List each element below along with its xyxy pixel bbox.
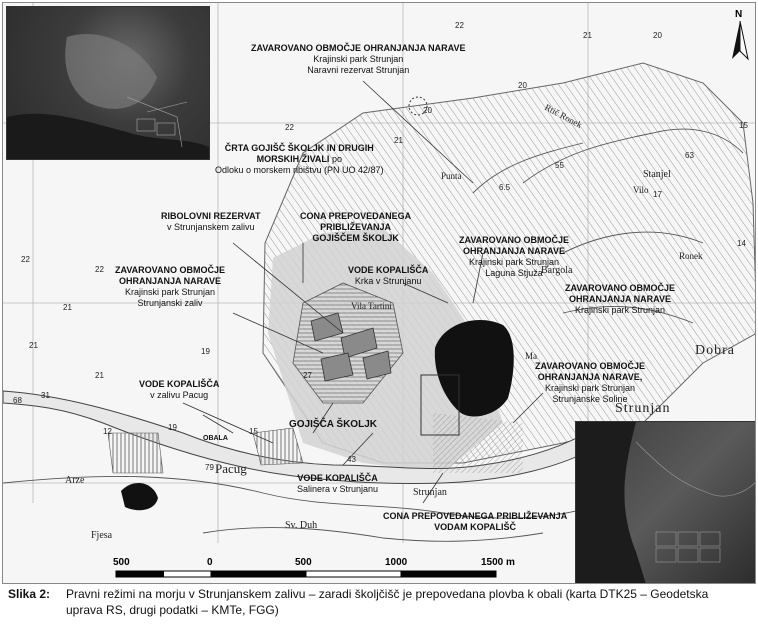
grid-number: 21 <box>583 31 592 40</box>
label-no-approach-bathing <box>383 511 567 533</box>
grid-number: 55 <box>555 161 564 170</box>
place-strunjan: Strunjan <box>413 487 447 498</box>
label-zone-nature-lagoon-l1: ZAVAROVANO OBMOČJE <box>459 235 570 245</box>
grid-number: 15 <box>249 427 258 436</box>
label-zone-nature-saltpans-l2: OHRANJANJA NARAVE, <box>537 372 643 382</box>
label-zone-nature-right-l2: OHRANJANJA NARAVE <box>569 294 672 304</box>
grid-number: 27 <box>303 371 312 380</box>
label-zone-nature-top <box>251 43 466 76</box>
scale-tick-0: 500 <box>113 557 130 568</box>
label-zone-nature-saltpans-l3: Krajinski park Strunjan <box>544 383 636 393</box>
label-zone-nature-lagoon-l4: Laguna Stjuža <box>485 268 543 278</box>
label-zone-nature-top-title: ZAVAROVANO OBMOČJE OHRANJANJA NARAVE <box>251 43 466 53</box>
grid-number: 21 <box>63 303 72 312</box>
place-pacug: Pacug <box>215 461 247 476</box>
label-zone-nature-right-l1: ZAVAROVANO OBMOČJE <box>565 283 676 293</box>
label-shellfish-farms <box>289 419 377 430</box>
label-obala-text: OBALA <box>203 435 228 442</box>
label-bathing-krka-l1: VODE KOPALIŠČA <box>348 265 429 275</box>
label-no-sail-zone <box>300 211 411 244</box>
label-fishing-reserve-l1: RIBOLOVNI REZERVAT <box>161 211 261 221</box>
place-bargola: Bargola <box>541 265 573 276</box>
label-no-sail-zone-l2: PRIBLIŽEVANJA <box>320 222 392 232</box>
scale-tick-1: 0 <box>207 557 213 568</box>
label-shellfish-line-l3: Odloku o morskem ribištvu (PN UO 42/87) <box>215 165 384 175</box>
grid-number: 6.5 <box>499 183 511 192</box>
place-sv-duh: Sv. Duh <box>285 520 318 531</box>
label-zone-nature-right-l3: Krajinski park Strunjan <box>574 305 666 315</box>
label-zone-nature-top-l2: Naravni rezervat Strunjan <box>307 65 410 75</box>
label-fishing-reserve <box>161 211 261 233</box>
caption-label: Slika 2: <box>8 587 51 601</box>
place-arze: Arze <box>65 475 85 486</box>
label-bathing-salinera-l1: VODE KOPALIŠČA <box>297 473 378 483</box>
label-shellfish-line-l2b: po <box>331 154 342 164</box>
grid-number: 12 <box>103 427 112 436</box>
label-bathing-salinera-l2: Salinera v Strunjanu <box>297 484 379 494</box>
place-dobra: Dobra <box>695 343 735 358</box>
label-zone-nature-right <box>565 283 675 316</box>
label-shellfish-line-l1: ČRTA GOJIŠČ ŠKOLJK IN DRUGIH <box>224 143 374 153</box>
grid-number: 20 <box>423 106 432 115</box>
grid-number: 22 <box>95 265 104 274</box>
label-bathing-krka-l2: Krka v Strunjanu <box>354 276 422 286</box>
label-zone-nature-lagoon-l2: OHRANJANJA NARAVE <box>463 246 566 256</box>
grid-number: 21 <box>394 136 403 145</box>
place-stanjel: Stanjel <box>643 169 671 180</box>
place-rtic-ronek: Rtič Ronek <box>543 102 584 130</box>
label-zone-nature-saltpans-l4: Strunjanske Soline <box>552 394 628 404</box>
label-no-sail-zone-l1: CONA PREPOVEDANEGA <box>300 211 412 221</box>
label-zone-nature-left-l3: Krajinski park Strunjan <box>124 287 216 297</box>
label-zone-nature-left-l4: Strunjanski zaliv <box>137 298 203 308</box>
aerial-inset-northwest <box>6 6 210 160</box>
place-ronek: Ronek <box>679 251 703 261</box>
grid-number: 22 <box>285 123 294 132</box>
label-bathing-salinera <box>297 473 378 495</box>
grid-number: 20 <box>653 31 662 40</box>
label-zone-nature-lagoon-l3: Krajinski park Strunjan <box>468 257 560 267</box>
north-arrow-icon <box>727 21 753 63</box>
place-fjesa: Fjesa <box>91 530 113 541</box>
map-figure <box>2 2 756 584</box>
place-strunjan-big: Strunjan <box>615 401 671 416</box>
figure-caption <box>8 586 753 618</box>
label-obala <box>203 433 228 444</box>
label-zone-nature-saltpans <box>535 361 645 405</box>
label-zone-nature-top-l1: Krajinski park Strunjan <box>313 54 404 64</box>
label-shellfish-farms-l1: GOJIŠČA ŠKOLJK <box>289 419 377 430</box>
label-zone-nature-left-l1: ZAVAROVANO OBMOČJE <box>115 265 226 275</box>
grid-number: 43 <box>347 455 356 464</box>
grid-number: 20 <box>518 81 527 90</box>
label-zone-nature-saltpans-l1: ZAVAROVANO OBMOČJE <box>535 361 646 371</box>
place-vila-tartini: Vila Tartini <box>351 301 392 311</box>
label-bathing-krka <box>348 265 428 287</box>
grid-number: 17 <box>653 190 662 199</box>
scale-tick-4: 1500 m <box>481 557 515 568</box>
label-no-approach-bathing-l2: VODAM KOPALIŠČ <box>434 522 517 532</box>
grid-number: 15 <box>739 121 748 130</box>
caption-text: Pravni režimi na morju v Strunjanskem zalivu – zaradi školjčišč je prepovedana plovba k obali (karta DTK25 – Geodetska uprava RS, drugi podatki – KMTe, FGG) <box>66 587 709 617</box>
grid-number: 63 <box>685 151 694 160</box>
aerial-inset-southeast <box>575 421 756 584</box>
north-label: N <box>735 9 743 20</box>
scale-bar <box>116 571 496 577</box>
scale-tick-3: 1000 <box>385 557 408 568</box>
label-shellfish-line <box>215 143 384 176</box>
place-ma: Ma <box>525 351 537 361</box>
grid-number: 21 <box>29 341 38 350</box>
grid-number: 14 <box>737 239 746 248</box>
label-no-approach-bathing-l1: CONA PREPOVEDANEGA PRIBLIŽEVANJA <box>383 511 568 521</box>
grid-number: 22 <box>455 21 464 30</box>
grid-number: 19 <box>168 423 177 432</box>
grid-number: 21 <box>95 371 104 380</box>
grid-number: 22 <box>21 255 30 264</box>
place-vilo: Vilo <box>633 185 649 195</box>
label-bathing-pacug-l2: v zalivu Pacug <box>150 390 209 400</box>
label-bathing-pacug <box>139 379 219 401</box>
label-zone-nature-left-l2: OHRANJANJA NARAVE <box>119 276 222 286</box>
label-zone-nature-left <box>115 265 225 309</box>
label-bathing-pacug-l1: VODE KOPALIŠČA <box>139 379 220 389</box>
north-arrow <box>727 9 753 61</box>
grid-number: 31 <box>41 391 50 400</box>
place-punta: Punta <box>441 171 462 181</box>
label-no-sail-zone-l3: GOJIŠČEM ŠKOLJK <box>312 233 399 243</box>
label-shellfish-line-l2: MORSKIH ŽIVALI <box>256 154 330 164</box>
label-fishing-reserve-l2: v Strunjanskem zalivu <box>166 222 255 232</box>
grid-number: 68 <box>13 396 22 405</box>
grid-number: 79 <box>205 463 214 472</box>
grid-number: 19 <box>201 347 210 356</box>
scale-tick-2: 500 <box>295 557 312 568</box>
